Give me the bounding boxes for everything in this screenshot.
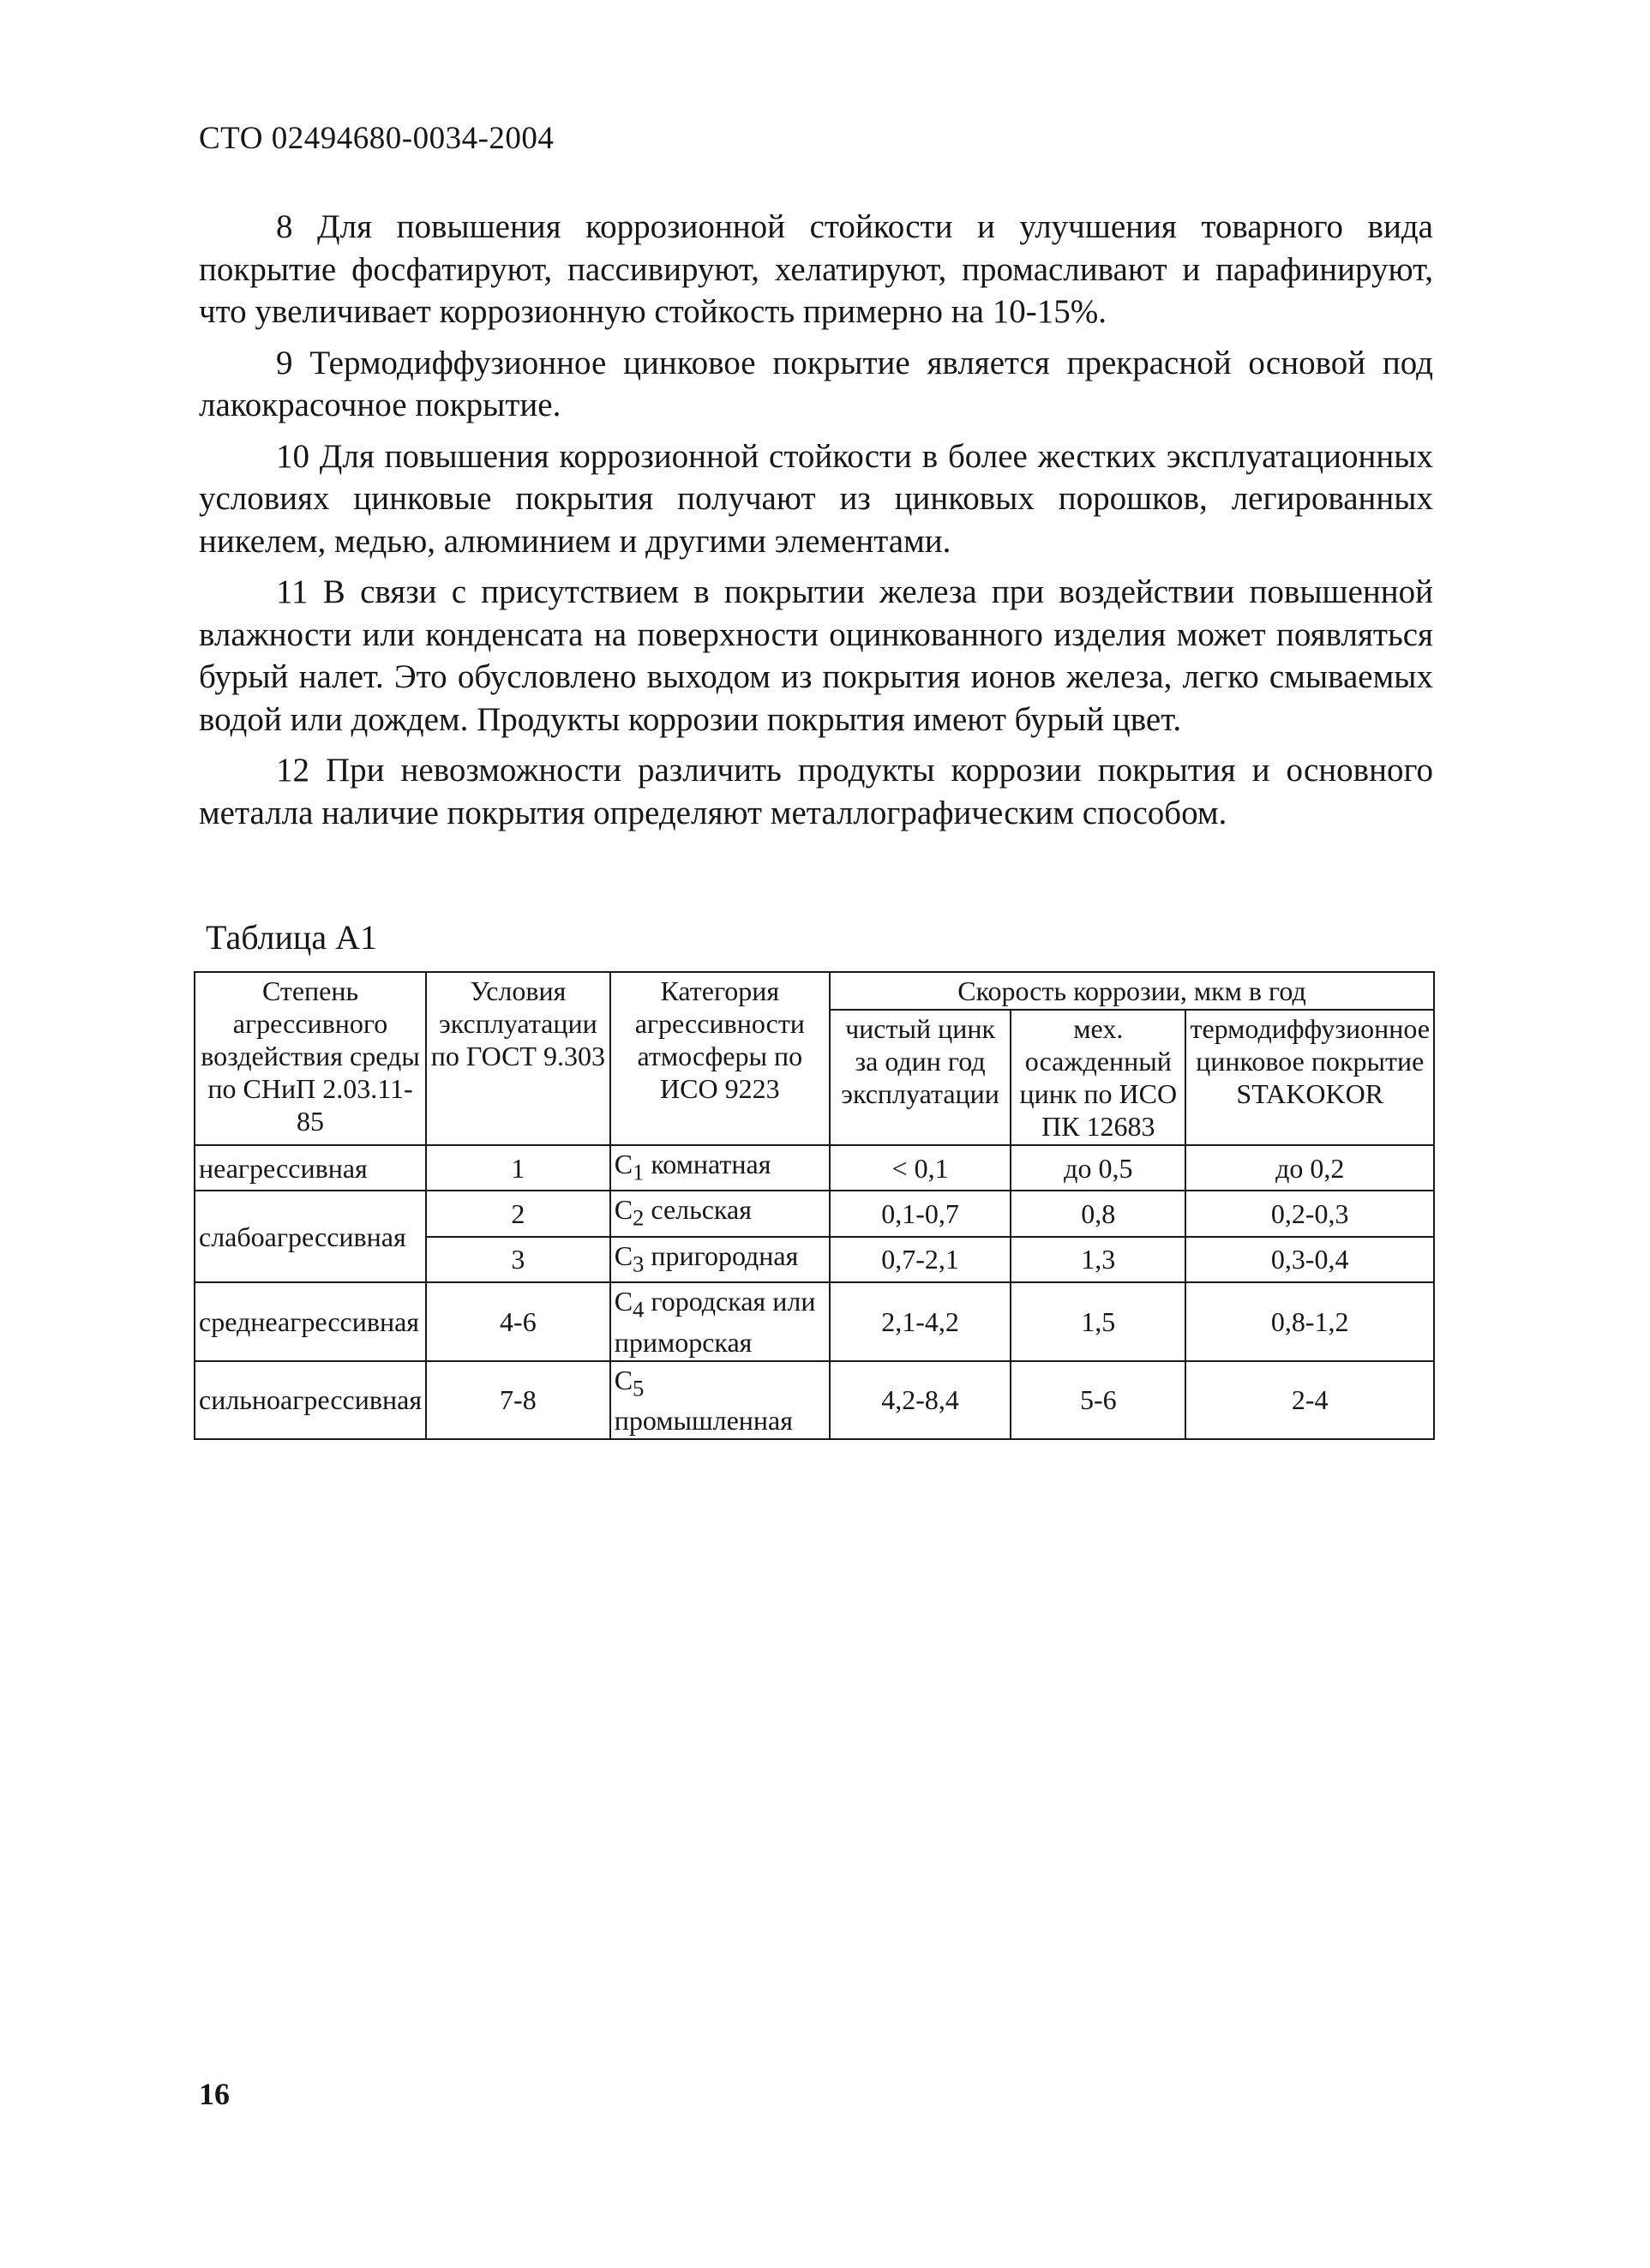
cell-degree: сильноагрессивная [195, 1361, 426, 1439]
paragraph-8: 8 Для повышения коррозионной стойкости и улучшения товарного вида покрытие фосфатируют, пассивируют, хелатируют, промасливают и парафинируют, что увеличивает коррозионную стойкость примерно на 10-15%. [199, 208, 1433, 330]
category-text: комнатная [651, 1149, 771, 1179]
cell-mech-zinc: 1,3 [1011, 1237, 1185, 1282]
cell-category: $C_1$ комнатная [610, 1145, 830, 1191]
cell-category: $C_2$ сельская [610, 1191, 830, 1236]
header-corrosion-rate: Скорость коррозии, мкм в год [830, 972, 1434, 1010]
cell-degree: среднеагрессивная [195, 1282, 426, 1360]
cell-category: $C_4$ городская или приморская [610, 1282, 830, 1360]
cell-pure-zinc: 0,1-0,7 [830, 1191, 1011, 1236]
category-subscript: 3 [633, 1251, 645, 1277]
cell-category: $C_3$ пригородная [610, 1237, 830, 1282]
table-caption: Таблица А1 [206, 918, 377, 957]
header-conditions: Условия эксплуатации по ГОСТ 9.303 [426, 972, 610, 1145]
table-row [195, 1282, 1434, 1360]
header-pure-zinc: чистый цинк за один год эксплуатации [830, 1010, 1011, 1145]
paragraph-10: 10 Для повышения коррозионной стойкости в более жестких эксплуатационных условиях цинковые покрытия получают из цинковых порошков, легированных никелем, медью, алюминием и другими элементами. [199, 437, 1433, 560]
cell-thermo-zinc: 0,3-0,4 [1185, 1237, 1434, 1282]
document-code: СТО 02494680-0034-2004 [199, 121, 555, 156]
category-text: пригородная [651, 1239, 799, 1271]
category-text: сельская [651, 1194, 752, 1226]
paragraph-11: 11 В связи с присутствием в покрытии железа при воздействии повышенной влажности или конденсата на поверхности оцинкованного изделия может появляться бурый налет. Это обусловлено выходом из покрытия ионов железа, легко смываемых водой или дождем. Продукты коррозии покрытия имеют бурый цвет. [199, 573, 1433, 738]
cell-degree: слабоагрессивная [195, 1191, 426, 1282]
table-row [195, 1191, 1434, 1236]
cell-thermo-zinc: до 0,2 [1185, 1145, 1434, 1191]
table-row [195, 1361, 1434, 1439]
corrosion-table [194, 971, 1435, 1440]
cell-conditions: 7-8 [426, 1361, 610, 1439]
category-text: промышленная [614, 1404, 793, 1436]
page-number: 16 [199, 2077, 230, 2111]
category-subscript: 5 [633, 1374, 645, 1401]
paragraph-12: 12 При невозможности различить продукты коррозии покрытия и основного металла наличие покрытия определяют металлографическим способом. [199, 752, 1433, 831]
cell-category: $C_5$ промышленная [610, 1361, 830, 1439]
cell-conditions: 1 [426, 1145, 610, 1191]
cell-mech-zinc: до 0,5 [1011, 1145, 1185, 1191]
header-mech-zinc: мех. осажденный цинк по ИСО ПК 12683 [1011, 1010, 1185, 1145]
category-subscript: 1 [633, 1159, 645, 1185]
table-row [195, 1145, 1434, 1191]
paragraph-9: 9 Термодиффузионное цинковое покрытие является прекрасной основой под лакокрасочное покрытие. [199, 344, 1433, 423]
header-category: Категория агрессивности атмосферы по ИСО 9223 [610, 972, 830, 1145]
cell-pure-zinc: < 0,1 [830, 1145, 1011, 1191]
cell-pure-zinc: 4,2-8,4 [830, 1361, 1011, 1439]
cell-degree: неагрессивная [195, 1145, 426, 1191]
cell-conditions: 4-6 [426, 1282, 610, 1360]
cell-pure-zinc: 0,7-2,1 [830, 1237, 1011, 1282]
cell-mech-zinc: 5-6 [1011, 1361, 1185, 1439]
cell-conditions: 2 [426, 1191, 610, 1236]
category-text: городская или приморская [614, 1286, 816, 1358]
cell-pure-zinc: 2,1-4,2 [830, 1282, 1011, 1360]
header-degree: Степень агрессивного воздействия среды по СНиП 2.03.11-85 [195, 972, 426, 1145]
header-thermo-zinc: термодиффузионное цинковое покрытие STAKOKOR [1185, 1010, 1434, 1145]
cell-mech-zinc: 0,8 [1011, 1191, 1185, 1236]
cell-mech-zinc: 1,5 [1011, 1282, 1185, 1360]
cell-thermo-zinc: 0,8-1,2 [1185, 1282, 1434, 1360]
cell-thermo-zinc: 2-4 [1185, 1361, 1434, 1439]
category-subscript: 4 [633, 1296, 645, 1323]
category-subscript: 2 [633, 1204, 645, 1231]
cell-thermo-zinc: 0,2-0,3 [1185, 1191, 1434, 1236]
body-text [199, 206, 1433, 843]
cell-conditions: 3 [426, 1237, 610, 1282]
